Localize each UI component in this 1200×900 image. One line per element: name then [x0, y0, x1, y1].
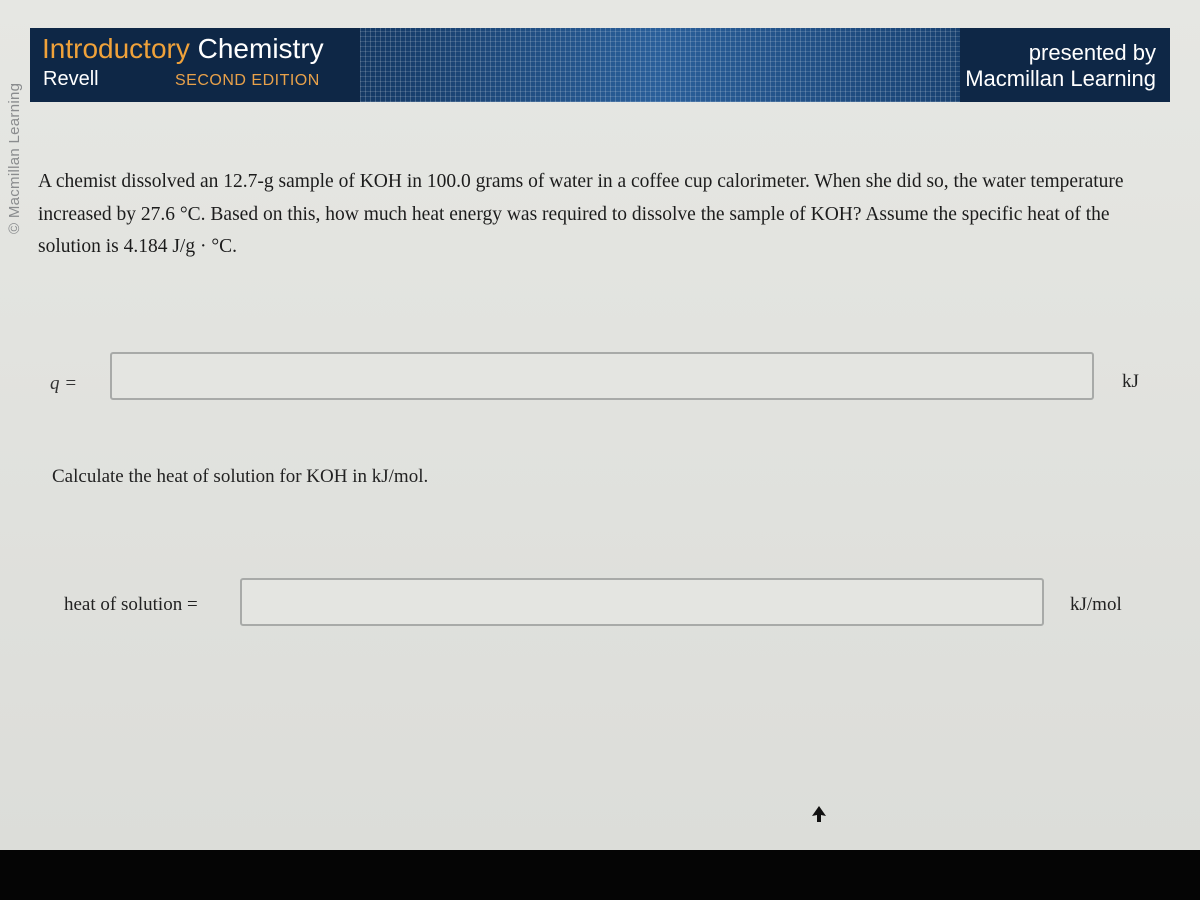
q-answer-unit: kJ	[1122, 371, 1139, 392]
copyright-watermark: © Macmillan Learning	[6, 82, 23, 234]
textbook-banner	[30, 28, 1170, 102]
sub-question-text: Calculate the heat of solution for KOH in kJ/mol.	[52, 466, 429, 487]
mouse-pointer-icon	[812, 806, 826, 822]
monitor-bezel	[0, 850, 1200, 900]
q-answer-input[interactable]	[110, 352, 1094, 400]
question-text: A chemist dissolved an 12.7-g sample of KOH in 100.0 grams of water in a coffee cup calorimeter. When she did so, the water temperature increased by 27.6 °C. Based on this, how much heat energy was required to dissolve the sample of KOH? Assume the specific heat of the solution is 4.184 J/g · °C.	[38, 171, 1124, 257]
publisher-name: Macmillan Learning	[965, 66, 1156, 91]
book-author: Revell	[43, 68, 99, 90]
publisher-credit	[965, 40, 1156, 92]
heat-of-solution-input[interactable]	[240, 578, 1044, 626]
heat-of-solution-unit: kJ/mol	[1070, 594, 1122, 615]
presented-by-text: presented by	[1028, 40, 1156, 65]
book-title-word1: Introductory	[42, 33, 190, 64]
publisher-panel	[960, 28, 1170, 102]
book-title	[42, 32, 324, 66]
banner-title-panel	[30, 28, 360, 102]
book-title-word2: Chemistry	[197, 33, 324, 64]
book-edition: SECOND EDITION	[175, 72, 320, 89]
heat-of-solution-label: heat of solution =	[64, 594, 198, 615]
q-answer-label: q =	[50, 373, 78, 394]
